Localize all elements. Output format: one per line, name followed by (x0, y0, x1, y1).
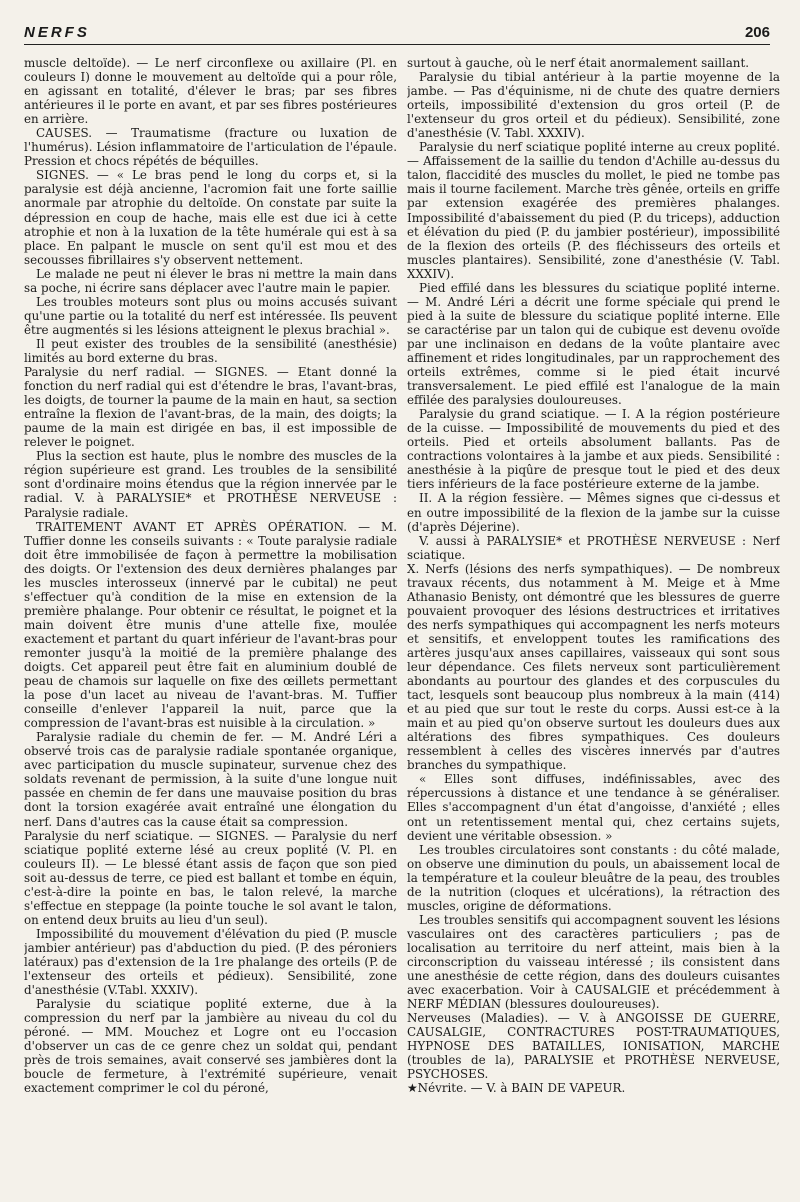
paragraph: Paralysie du nerf sciatique poplité interne au creux poplité. — Affaissement de la saillie du tendon d'Achille au-dessus du talon, flaccidité des muscles du mollet, le pied ne tombe pas mais il tourne facilement. Marche très gênée, orteils en griffe par extension exagérée des premières phalanges. Impossibilité d'abaissement du pied (P. du triceps), adduction et élévation du pied (P. du jambier postérieur), impossibilité de la flexion des orteils (P. des fléchisseurs des orteils et muscles plantaires). Sensibilité, zone d'anesthésie (V. Tabl. XXXIV). (407, 140, 780, 281)
paragraph: Impossibilité du mouvement d'élévation du pied (P. muscle jambier antérieur) pas d'abduction du pied. (P. des péroniers latéraux) pas d'extension de la 1re phalange des orteils (P. de l'extenseur des orteils et pédieux). Sensibilité, zone d'anesthésie (V.Tabl. XXXIV). (24, 926, 397, 998)
paragraph: TRAITEMENT AVANT ET APRÈS OPÉRATION. — M. Tuffier donne les conseils suivants : « Toute paralysie radiale doit être immobilisée de façon à permettre la mobilisation des doigts. Or l'extension des deux dernières phalanges par les muscles interosseux (innervé par le cubital) ne peut s'effectuer qu'à condition de la mise en extension de la première phalange. Pour obtenir ce résultat, le poignet et la main doivent être munis d'une attelle fixe, moulée exactement et partant du quart inférieur de l'avant-bras pour remonter jusqu'à la moitié de la première phalange des doigts. Cet appareil peut être fait en aluminium doublé de peau de chamois sur laquelle on fixe des œillets permettant la pose d'un lacet au niveau de l'avant-bras. M. Tuffier conseille d'enlever l'appareil la nuit, parce que la compression de l'avant-bras est nuisible à la circulation. » (24, 519, 397, 731)
paragraph: Il peut exister des troubles de la sensibilité (anesthésie) limités au bord externe du bras. (24, 336, 397, 365)
paragraph: Les troubles sensitifs qui accompagnent souvent les lésions vasculaires ont des caractères particuliers ; pas de localisation au territoire du nerf atteint, mais bien à la circonscription du vaisseau intéressé ; ils consistent dans une anesthésie de cette région, dans des douleurs cuisantes avec exacerbation. Voir à CAUSALGIE et précédemment à NERF MÉDIAN (blessures douloureuses). (407, 912, 780, 1012)
paragraph: « Elles sont diffuses, indéfinissables, avec des répercussions à distance et une tendance à se généraliser. Elles s'accompagnent d'un état d'angoisse, d'anxiété ; elles ont un retentissement mental qui, chez certains sujets, devient une véritable obsession. » (407, 772, 780, 843)
paragraph: Pied effilé dans les blessures du sciatique poplité interne. — M. André Léri a décrit une forme spéciale qui prend le pied à la suite de blessure du sciatique poplité interne. Elle se caractérise par un talon qui de cubique est devenu ovoïde par une inclinaison en dedans de la voûte plantaire avec affinement et rides longitudinales, par un rapprochement des orteils extrêmes, comme si le pied était incurvé transversalement. Le pied effilé est l'analogue de la main effilée des paralysies douloureuses. (407, 280, 780, 408)
paragraph: CAUSES. — Traumatisme (fracture ou luxation de l'humérus). Lésion inflammatoire de l'articulation de l'épaule. Pression et chocs répétés de béquilles. (24, 126, 397, 169)
section-paragraph-radial: Paralysie du nerf radial. — SIGNES. — Etant donné la fonction du nerf radial qui est d'étendre le bras, l'avant-bras, les doigts, de tourner la paume de la main en haut, sa section entraîne la flexion de l'avant-bras, de la main, des doigts; la paume de la main est dirigée en bas, il est impossible de relever le poignet. (24, 365, 397, 450)
paragraph: muscle deltoïde). — Le nerf circonflexe ou axillaire (Pl. en couleurs I) donne le mouvement au deltoïde qui a pour rôle, en agissant en totalité, d'élever le bras; par ses fibres antérieures il le porte en avant, et par ses fibres postérieures en arrière. (24, 56, 397, 127)
running-head (24, 14, 770, 45)
paragraph: Les troubles moteurs sont plus ou moins accusés suivant qu'une partie ou la totalité du nerf est intéressée. Ils peuvent être augmentés si les lésions atteignent le plexus brachial ». (24, 294, 397, 337)
paragraph: V. aussi à PARALYSIE* et PROTHÈSE NERVEUSE : Nerf sciatique. (407, 533, 780, 562)
paragraph: Paralysie du tibial antérieur à la partie moyenne de la jambe. — Pas d'équinisme, ni de chute des quatre derniers orteils, impossibilité d'extension du gros orteil (P. de l'extenseur du gros orteil et du pédieux). Sensibilité, zone d'anesthésie (V. Tabl. XXXIV). (407, 70, 780, 141)
paragraph: surtout à gauche, où le nerf était anormalement saillant. (407, 56, 750, 70)
paragraph: Le malade ne peut ni élever le bras ni mettre la main dans sa poche, ni écrire sans déplacer avec l'autre main le papier. (24, 266, 397, 295)
page-number: 206 (744, 24, 770, 41)
section-paragraph-sciatique: Paralysie du nerf sciatique. — SIGNES. — Paralysie du nerf sciatique poplité externe lésé au creux poplité (V. Pl. en couleurs II). — Le blessé étant assis de façon que son pied soit au-dessus de terre, ce pied est ballant et tombe en équin, c'est-à-dire la pointe en bas, le talon relevé, la marche s'effectue en steppage (la pointe touche le sol avant le talon, on entend deux bruits au lieu d'un seul). (24, 828, 397, 927)
text-columns (24, 56, 780, 1196)
entry-nevrite: ★Névrite. — V. à BAIN DE VAPEUR. (407, 1081, 626, 1096)
paragraph: Paralysie du sciatique poplité externe, due à la compression du nerf par la jambière au niveau du col du péroné. — MM. Mouchez et Logre ont eu l'occasion d'observer un cas de ce genre chez un soldat qui, pendant près de trois semaines, avait conservé ses jambières dont la boucle de fermeture, à l'extrémité supérieure, venait exactement comprimer le col du péroné, (24, 997, 397, 1096)
paragraph: SIGNES. — « Le bras pend le long du corps et, si la paralysie est déjà ancienne, l'acromion fait une forte saillie anormale par atrophie du deltoïde. On constate par suite la dépression en coup de hache, mais elle est due ici à cette atrophie et non à la luxation de la tête humérale qui est à sa place. En palpant le muscle on sent qu'il est mou et des secousses fibrillaires s'y observent nettement. (24, 168, 397, 267)
paragraph: Plus la section est haute, plus le nombre des muscles de la région supérieure est grand. Les troubles de la sensibilité sont d'ordinaire moins étendus que la région innervée par le radial. V. à PARALYSIE* et PROTHÈSE NERVEUSE : Paralysie radiale. (24, 449, 397, 520)
section-paragraph-sympathiques: X. Nerfs (lésions des nerfs sympathiques). — De nombreux travaux récents, dus notamment à M. Meige et à Mme Athanasio Benisty, ont démontré que les blessures de guerre pouvaient provoquer des lésions destructrices et irritatives des nerfs sympathiques qui accompagnent les nerfs moteurs et sensitifs, et enveloppent toutes les ramifications des artères jusqu'aux anses capillaires, vaisseaux qui sont sous leur dépendance. Ces filets nerveux sont particulièrement abondants au pourtour des glandes et des corpuscules du tact, lesquels sont beaucoup plus nombreux à la main (414) et au pied que sur tout le reste du corps. Aussi est-ce à la main et au pied qu'on observe surtout les douleurs dues aux altérations des fibres sympathiques. Ces douleurs ressemblent à celles des viscères innervés par d'autres branches du sympathique. (407, 561, 780, 773)
left-column (24, 56, 397, 1196)
running-head-title: NERFS (24, 24, 90, 41)
paragraph: Paralysie radiale du chemin de fer. — M. André Léri a observé trois cas de paralysie radiale spontanée organique, avec participation du muscle supinateur, survenue chez des soldats revenant de permission, à la suite d'une longue nuit passée en chemin de fer dans une mauvaise position du bras dont la torsion exagérée avait entraîné une élongation du nerf. Dans d'autres cas la cause était sa compression. (24, 730, 397, 829)
paragraph: Les troubles circulatoires sont constants : du côté malade, on observe une diminution du pouls, un abaissement local de la température et la couleur bleuâtre de la peau, des troubles de la nutrition (cloques et ulcérations), la rétraction des muscles, origine de déformations. (407, 842, 780, 913)
paragraph: Paralysie du grand sciatique. — I. A la région postérieure de la cuisse. — Impossibilité de mouvements du pied et des orteils. Pied et orteils absolument ballants. Pas de contractions volontaires à la jambe et aux pieds. Sensibilité : anesthésie à la piqûre de presque tout le pied et des deux tiers inférieurs de la face postérieure externe de la jambe. (407, 407, 780, 492)
right-column (407, 56, 780, 1196)
entry-nerveuses: Nerveuses (Maladies). — V. à ANGOISSE DE GUERRE, CAUSALGIE, CONTRACTURES POST-TRAUMATIQUES, HYPNOSE DES BATAILLES, IONISATION, MARCHE (troubles de la), PARALYSIE et PROTHÈSE NERVEUSE, PSYCHOSES. (407, 1011, 780, 1082)
paragraph: II. A la région fessière. — Mêmes signes que ci-dessus et en outre impossibilité de la flexion de la jambe sur la cuisse (d'après Déjerine). (407, 491, 780, 534)
